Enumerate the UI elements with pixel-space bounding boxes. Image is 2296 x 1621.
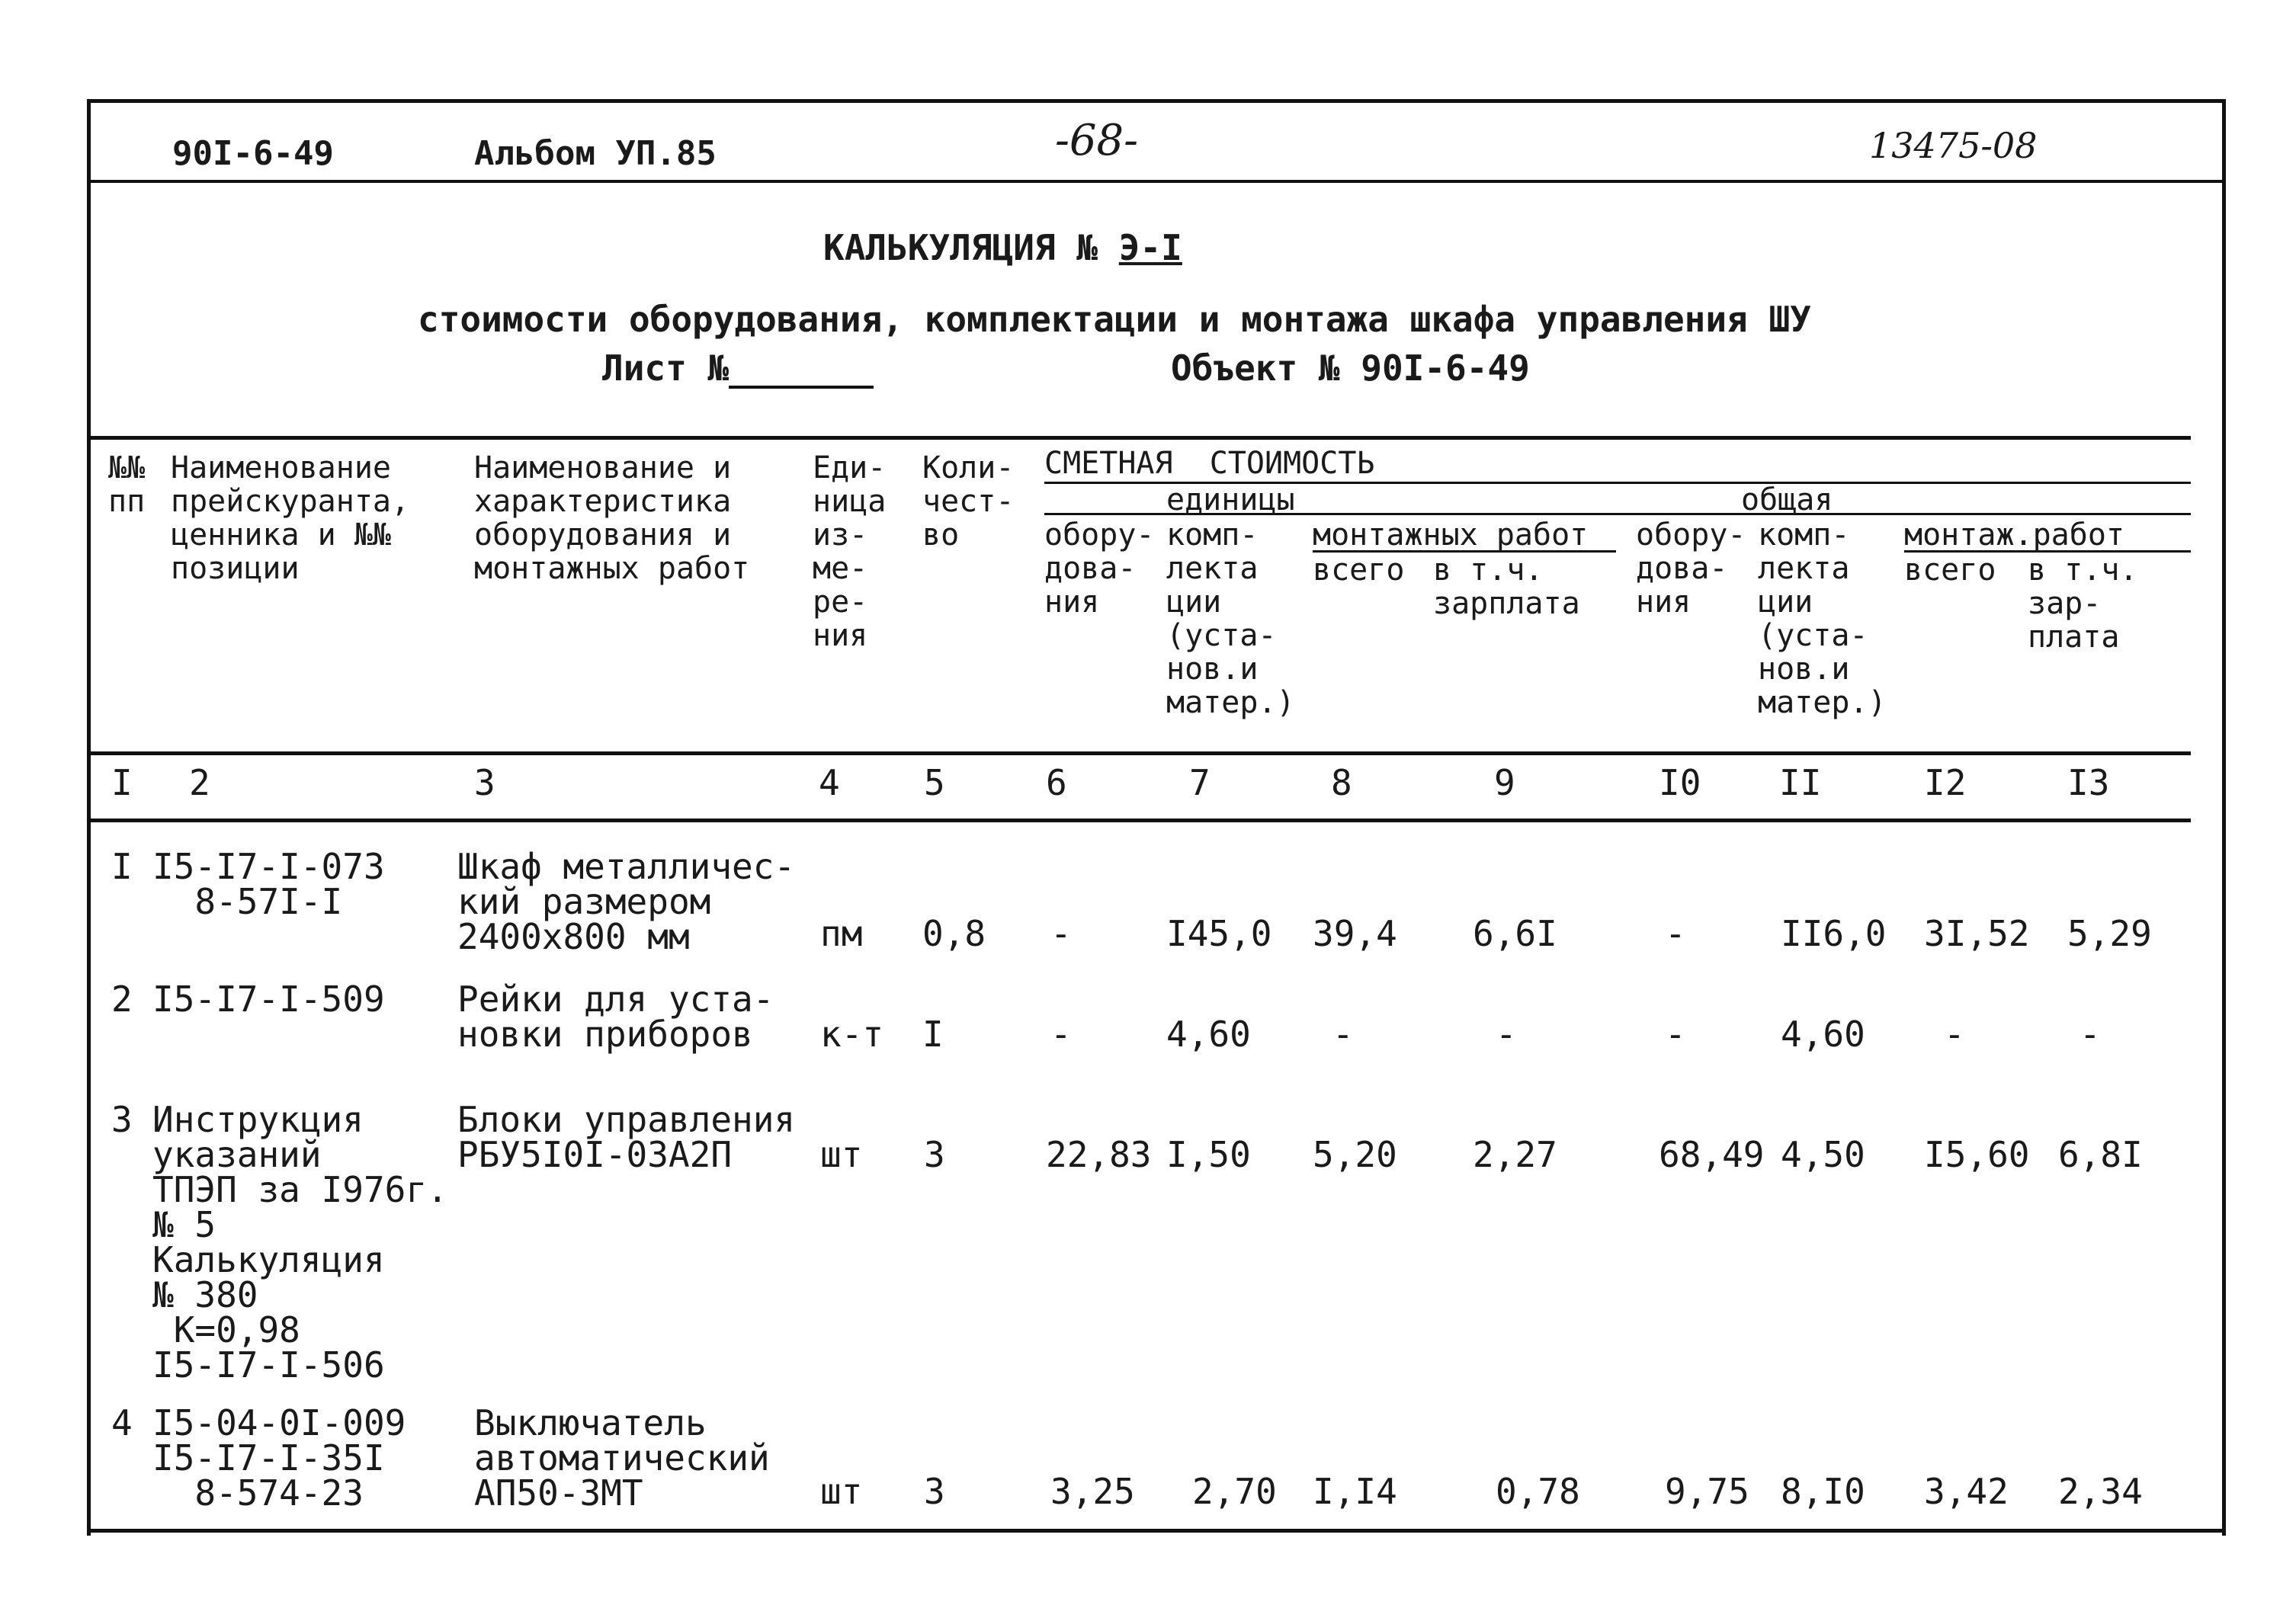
page-number: -68- (1055, 116, 1139, 165)
col-number-6: 6 (1046, 762, 1067, 803)
row4-qty: 3 (924, 1471, 945, 1512)
calc-no-sign: № (1076, 227, 1098, 268)
row2-index: 2 (111, 979, 133, 1020)
col-number-3: 3 (474, 762, 495, 803)
th-index: №№ пп (108, 450, 146, 519)
row1-total-all: 3I,52 (1924, 913, 2030, 954)
row4-mount-all: I,I4 (1313, 1471, 1397, 1512)
col-number-10: I0 (1659, 762, 1701, 803)
col-number-1: I (111, 762, 133, 803)
th-unit-group: единицы (1166, 482, 1295, 517)
row3-ref: Инструкция указаний ТПЭП за I976г. № 5 Калькуляция № 380 К=0,98 I5-I7-I-506 (152, 1099, 448, 1386)
col-number-5: 5 (924, 762, 945, 803)
th-equipment: обору- дова- ния (1044, 517, 1155, 620)
object-label: Объект № 90I-6-49 (1171, 348, 1530, 389)
row4-name: Выключатель автоматический АП50-3МТ (474, 1402, 770, 1514)
row3-qty: 3 (924, 1134, 945, 1175)
table-top-rule (87, 436, 2191, 440)
th-estimate-group: СМЕТНАЯ СТОИМОСТЬ (1044, 446, 1375, 481)
th-total-wage: в т.ч. зар- плата (2028, 553, 2138, 655)
row3-index: 3 (111, 1099, 133, 1140)
calc-number: Э-I (1118, 227, 1182, 268)
row4-unit: шт (820, 1471, 863, 1512)
row1-mount-wage: 6,6I (1473, 913, 1557, 954)
row3-unit: шт (820, 1134, 863, 1175)
th-qty: Коли- чест- во (922, 450, 1015, 553)
col-number-9: 9 (1494, 762, 1515, 803)
th-mount-wage: в т.ч. зарплата (1433, 553, 1580, 621)
row1-name: Шкаф металличес- кий размером 2400х800 мм (457, 846, 796, 957)
row1-mount-all: 39,4 (1313, 913, 1397, 954)
row3-eq: 22,83 (1046, 1134, 1152, 1175)
sheet-label: Лист № (602, 348, 730, 389)
row2-eq: - (1050, 1014, 1072, 1055)
row1-index: I (111, 846, 133, 887)
row4-mount-wage: 0,78 (1496, 1471, 1580, 1512)
col-number-12: I2 (1924, 762, 1967, 803)
th-mount-unit: монтажных работ (1313, 517, 1589, 553)
row1-unit: пм (820, 913, 863, 954)
row2-total-all: - (1944, 1014, 1965, 1055)
row4-comp: 2,70 (1192, 1471, 1277, 1512)
col-number-11: II (1779, 762, 1822, 803)
th-total-completion: комп- лекта ции (уста- нов.и матер.) (1758, 517, 1887, 720)
row4-index: 4 (111, 1402, 133, 1443)
row1-total-eq: - (1665, 913, 1686, 954)
row3-name: Блоки управления РБУ5I0I-03А2П (457, 1099, 796, 1175)
row2-total-comp: 4,60 (1781, 1014, 1865, 1055)
row2-total-eq: - (1665, 1014, 1686, 1055)
col-number-4: 4 (819, 762, 840, 803)
th-total-equipment: обору- дова- ния (1636, 517, 1746, 620)
row3-mount-all: 5,20 (1313, 1134, 1397, 1175)
row2-ref: I5-I7-I-509 (152, 979, 385, 1020)
row1-total-wage: 5,29 (2067, 913, 2152, 954)
header-rule (87, 180, 2222, 183)
row4-total-comp: 8,I0 (1781, 1471, 1865, 1512)
row1-comp: I45,0 (1166, 913, 1272, 954)
row2-total-wage: - (2080, 1014, 2101, 1055)
row1-qty: 0,8 (922, 913, 986, 954)
col-number-7: 7 (1189, 762, 1211, 803)
row3-total-all: I5,60 (1924, 1134, 2030, 1175)
th-total-group: общая (1741, 482, 1833, 517)
doc-code: 90I-6-49 (172, 134, 334, 173)
th-price-list: Наименование прейскуранта, ценника и №№ позиции (171, 450, 410, 586)
th-mount-all: всего (1313, 553, 1405, 588)
col-number-8: 8 (1331, 762, 1352, 803)
row4-ref: I5-04-0I-009 I5-I7-I-35I 8-574-23 (152, 1402, 406, 1514)
th-unit: Еди- ница из- ме- ре- ния (813, 450, 887, 653)
row3-comp: I,50 (1166, 1134, 1251, 1175)
column-numbers-rule (87, 819, 2191, 822)
calc-title (823, 227, 1182, 268)
sheet-number-blank (729, 355, 874, 389)
row1-eq: - (1050, 913, 1072, 954)
row2-unit: к-т (820, 1014, 884, 1055)
album-label: Альбом УП.85 (474, 134, 717, 173)
inventory-number: 13475-08 (1869, 125, 2038, 166)
th-name: Наименование и характеристика оборудования и монтажных работ (474, 450, 750, 586)
row3-total-wage: 6,8I (2058, 1134, 2143, 1175)
table-bottom-rule (87, 1529, 2222, 1533)
row4-total-all: 3,42 (1924, 1471, 2009, 1512)
row3-mount-wage: 2,27 (1473, 1134, 1557, 1175)
calc-label: КАЛЬКУЛЯЦИЯ (823, 227, 1056, 268)
th-mount-total: монтаж.работ (1904, 517, 2124, 553)
row3-total-comp: 4,50 (1781, 1134, 1865, 1175)
col-number-13: I3 (2067, 762, 2110, 803)
row2-comp: 4,60 (1166, 1014, 1251, 1055)
sheet-field (602, 348, 874, 389)
row2-qty: I (922, 1014, 944, 1055)
th-completion: комп- лекта ции (уста- нов.и матер.) (1166, 517, 1295, 720)
row4-eq: 3,25 (1050, 1471, 1135, 1512)
calc-subtitle: стоимости оборудования, комплектации и монтажа шкафа управления ШУ (418, 299, 1811, 340)
row1-ref: I5-I7-I-073 8-57I-I (152, 846, 385, 922)
row2-mount-wage: - (1496, 1014, 1517, 1055)
th-total-all: всего (1904, 553, 1996, 588)
row4-total-eq: 9,75 (1665, 1471, 1749, 1512)
row4-total-wage: 2,34 (2058, 1471, 2143, 1512)
row2-name: Рейки для уста- новки приборов (457, 979, 774, 1055)
row2-mount-all: - (1332, 1014, 1354, 1055)
row1-total-comp: II6,0 (1781, 913, 1887, 954)
row3-total-eq: 68,49 (1659, 1134, 1765, 1175)
header-bottom-rule (87, 751, 2191, 755)
col-number-2: 2 (189, 762, 210, 803)
